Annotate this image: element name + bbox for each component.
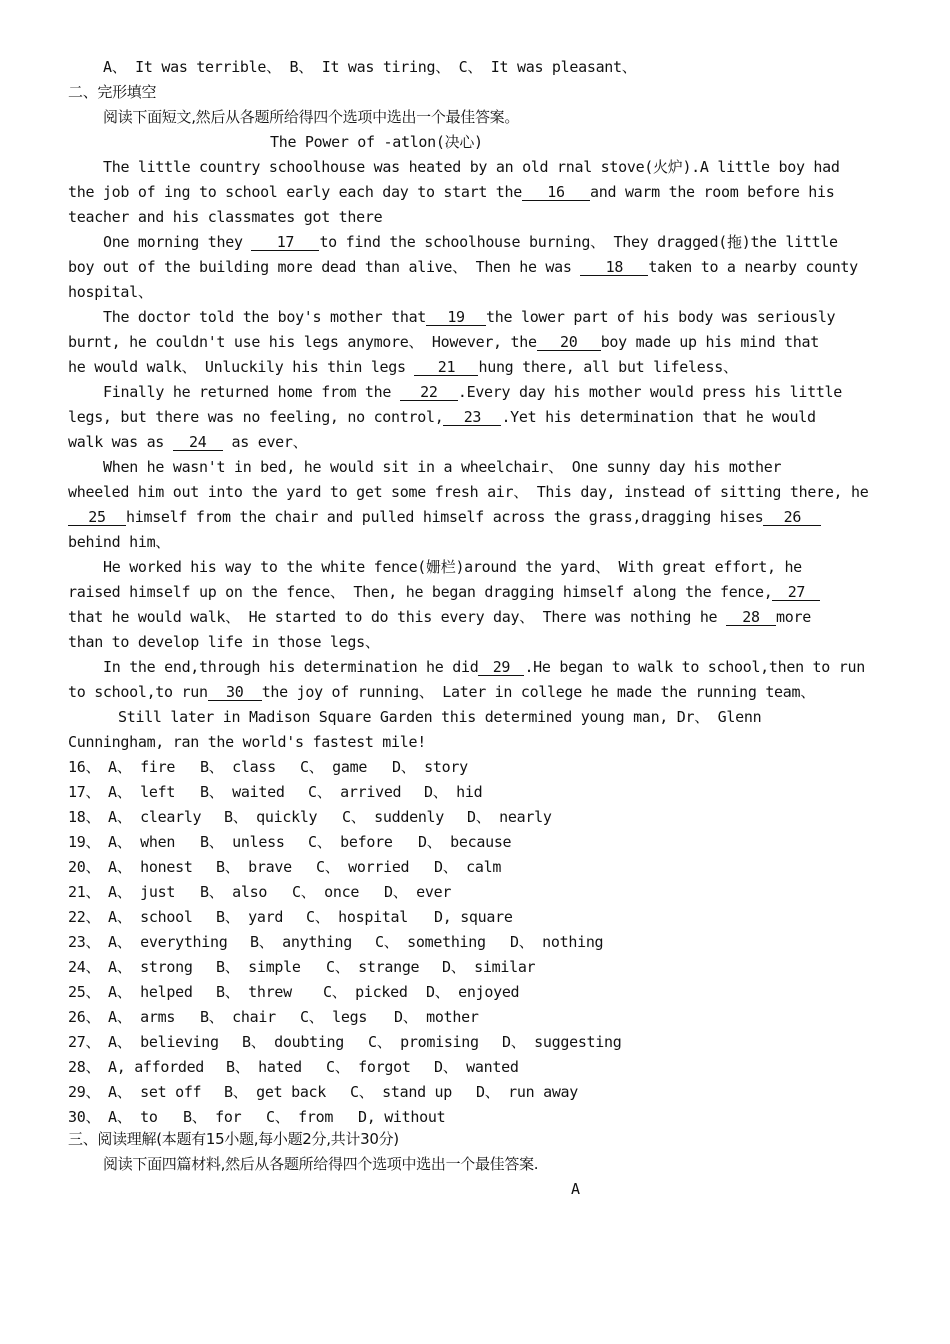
option-b[interactable]: B、 simple <box>216 958 301 976</box>
question-number: 19、 <box>68 833 101 851</box>
option-c[interactable]: C、 once <box>292 883 360 901</box>
blank-21: 21 <box>414 359 478 376</box>
option-c[interactable]: C、 something <box>375 933 486 951</box>
blank-26: 26 <box>763 509 821 526</box>
option-a[interactable]: A、 to <box>108 1108 158 1126</box>
passage-line: When he wasn't in bed, he would sit in a wheelchair、 One sunny day his mother <box>103 458 782 476</box>
reading-instruction: 阅读下面四篇材料,然后从各题所给得四个选项中选出一个最佳答案. <box>103 1155 539 1173</box>
option-a[interactable]: A、 honest <box>108 858 193 876</box>
blank-18: 18 <box>580 259 648 276</box>
blank-27: 27 <box>772 584 820 601</box>
option-d[interactable]: D、 nearly <box>467 808 552 826</box>
option-b[interactable]: B、 waited <box>200 783 285 801</box>
option-a[interactable]: A、 fire <box>108 758 176 776</box>
passage-line: One morning they 17 to find the schoolhouse burning、 They dragged(拖)the little <box>103 233 838 251</box>
question-number: 21、 <box>68 883 101 901</box>
option-c[interactable]: C、 before <box>308 833 393 851</box>
option-d[interactable]: D, without <box>358 1108 446 1126</box>
option-b[interactable]: B、 brave <box>216 858 292 876</box>
section-heading-cloze: 二、完形填空 <box>68 83 157 101</box>
option-a[interactable]: A、 school <box>108 908 193 926</box>
question-number: 26、 <box>68 1008 101 1026</box>
option-d[interactable]: D、 run away <box>476 1083 579 1101</box>
option-b[interactable]: B、 unless <box>200 833 285 851</box>
passage-line: 25 himself from the chair and pulled himself across the grass,dragging hises 26 <box>68 507 821 527</box>
blank-28: 28 <box>726 609 776 626</box>
passage-line: He worked his way to the white fence(姗栏)around the yard、 With great effort, he <box>103 558 802 576</box>
blank-25: 25 <box>68 509 126 526</box>
option-d[interactable]: D、 story <box>392 758 468 776</box>
option-a[interactable]: A、 arms <box>108 1008 176 1026</box>
option-d[interactable]: D, square <box>434 908 513 926</box>
option-c[interactable]: C、 hospital <box>306 908 409 926</box>
option-c[interactable]: C、 arrived <box>308 783 402 801</box>
passage-line: In the end,through his determination he did 29 .He began to walk to school,then to run <box>103 658 865 676</box>
blank-29: 29 <box>478 659 524 676</box>
option-a[interactable]: A、 when <box>108 833 176 851</box>
option-b[interactable]: B、 quickly <box>224 808 318 826</box>
option-b[interactable]: B、 also <box>200 883 268 901</box>
passage-line: boy out of the building more dead than alive、 Then he was 18 taken to a nearby county <box>68 258 858 276</box>
option-a[interactable]: A、 everything <box>108 933 228 951</box>
option-d[interactable]: D、 enjoyed <box>426 983 520 1001</box>
option-a[interactable]: A、 set off <box>108 1083 202 1101</box>
passage-line: Finally he returned home from the 22 .Every day his mother would press his little <box>103 383 843 401</box>
option-b[interactable]: B、 chair <box>200 1008 276 1026</box>
question-number: 25、 <box>68 983 101 1001</box>
option-c[interactable]: C、 from <box>266 1108 334 1126</box>
passage-line: wheeled him out into the yard to get some fresh air、 This day, instead of sitting there, he <box>68 483 869 501</box>
option-d[interactable]: D、 because <box>418 833 512 851</box>
passage-line: than to develop life in those legs、 <box>68 633 380 651</box>
option-a[interactable]: A、 believing <box>108 1033 219 1051</box>
option-b[interactable]: B、 for <box>183 1108 242 1126</box>
option-d[interactable]: D、 hid <box>424 783 483 801</box>
blank-16: 16 <box>522 184 590 201</box>
option-c[interactable]: C、 game <box>300 758 368 776</box>
blank-30: 30 <box>208 684 262 701</box>
option-b[interactable]: B、 hated <box>226 1058 302 1076</box>
option-a[interactable]: A、 left <box>108 783 176 801</box>
option-d[interactable]: D、 suggesting <box>502 1033 622 1051</box>
option-d[interactable]: D、 ever <box>384 883 452 901</box>
option-a[interactable]: A, afforded <box>108 1058 205 1076</box>
part-label: A <box>571 1180 580 1198</box>
passage-line: that he would walk、 He started to do this every day、 There was nothing he 28 more <box>68 608 811 626</box>
option-c[interactable]: C、 picked <box>323 983 408 1001</box>
question-number: 28、 <box>68 1058 101 1076</box>
question-number: 29、 <box>68 1083 101 1101</box>
option-a[interactable]: A、 clearly <box>108 808 202 826</box>
question-number: 16、 <box>68 758 101 776</box>
option-a[interactable]: A、 just <box>108 883 176 901</box>
blank-17: 17 <box>251 234 319 251</box>
section-heading-reading: 三、阅读理解(本题有15小题,每小题2分,共计30分) <box>68 1130 399 1148</box>
passage-line: hospital、 <box>68 283 153 301</box>
option-b[interactable]: B、 get back <box>224 1083 327 1101</box>
question-number: 20、 <box>68 858 101 876</box>
option-b[interactable]: B、 anything <box>250 933 353 951</box>
passage-line: he would walk、 Unluckily his thin legs 21 hung there, all but lifeless、 <box>68 358 738 376</box>
blank-20: 20 <box>537 334 601 351</box>
option-b[interactable]: B、 doubting <box>242 1033 345 1051</box>
passage-line: Still later in Madison Square Garden this determined young man, Dr、 Glenn <box>118 708 762 726</box>
option-c[interactable]: C、 legs <box>300 1008 368 1026</box>
question-number: 30、 <box>68 1108 101 1126</box>
option-b[interactable]: B、 threw <box>216 983 292 1001</box>
option-c[interactable]: C、 worried <box>316 858 410 876</box>
option-b[interactable]: B、 class <box>200 758 276 776</box>
question-number: 23、 <box>68 933 101 951</box>
passage-line: The doctor told the boy's mother that 19 the lower part of his body was seriously <box>103 308 836 326</box>
option-b[interactable]: B、 yard <box>216 908 284 926</box>
question-number: 22、 <box>68 908 101 926</box>
option-c[interactable]: C、 strange <box>326 958 420 976</box>
option-a[interactable]: A、 strong <box>108 958 193 976</box>
cloze-instruction: 阅读下面短文,然后从各题所给得四个选项中选出一个最佳答案。 <box>103 108 520 126</box>
passage-line: raised himself up on the fence、 Then, he began dragging himself along the fence, 27 <box>68 582 820 602</box>
option-c[interactable]: C、 promising <box>368 1033 479 1051</box>
passage-line: to school,to run 30 the joy of running、 Later in college he made the running team、 <box>68 683 815 701</box>
question-number: 17、 <box>68 783 101 801</box>
question-number: 24、 <box>68 958 101 976</box>
passage-line: The little country schoolhouse was heated by an old rnal stove(火炉).A little boy had <box>103 158 840 176</box>
passage-line: legs, but there was no feeling, no control, 23 .Yet his determination that he would <box>68 408 816 426</box>
blank-23: 23 <box>443 409 501 426</box>
blank-22: 22 <box>400 384 458 401</box>
option-c[interactable]: C、 forgot <box>326 1058 411 1076</box>
passage-line: teacher and his classmates got there <box>68 208 383 226</box>
option-d[interactable]: D、 calm <box>434 858 502 876</box>
blank-19: 19 <box>426 309 486 326</box>
question-number: 27、 <box>68 1033 101 1051</box>
option-d[interactable]: D、 similar <box>442 958 536 976</box>
question-number: 18、 <box>68 808 101 826</box>
option-d[interactable]: D、 wanted <box>434 1058 519 1076</box>
passage-title: The Power of -atlon(决心) <box>270 133 483 151</box>
option-c[interactable]: C、 stand up <box>350 1083 453 1101</box>
option-a[interactable]: A、 helped <box>108 983 193 1001</box>
option-d[interactable]: D、 mother <box>394 1008 479 1026</box>
passage-line: burnt, he couldn't use his legs anymore、 However, the 20 boy made up his mind that <box>68 333 819 351</box>
passage-line: walk was as 24 as ever、 <box>68 433 308 451</box>
passage-line: the job of ing to school early each day to start the 16 and warm the room before his <box>68 183 835 201</box>
passage-line: Cunningham, ran the world's fastest mile! <box>68 733 426 751</box>
option-d[interactable]: D、 nothing <box>510 933 604 951</box>
blank-24: 24 <box>173 434 223 451</box>
option-c[interactable]: C、 suddenly <box>342 808 445 826</box>
passage-line: behind him、 <box>68 533 171 551</box>
prev-question-options: A、 It was terrible、 B、 It was tiring、 C、 It was pleasant、 <box>103 58 637 76</box>
